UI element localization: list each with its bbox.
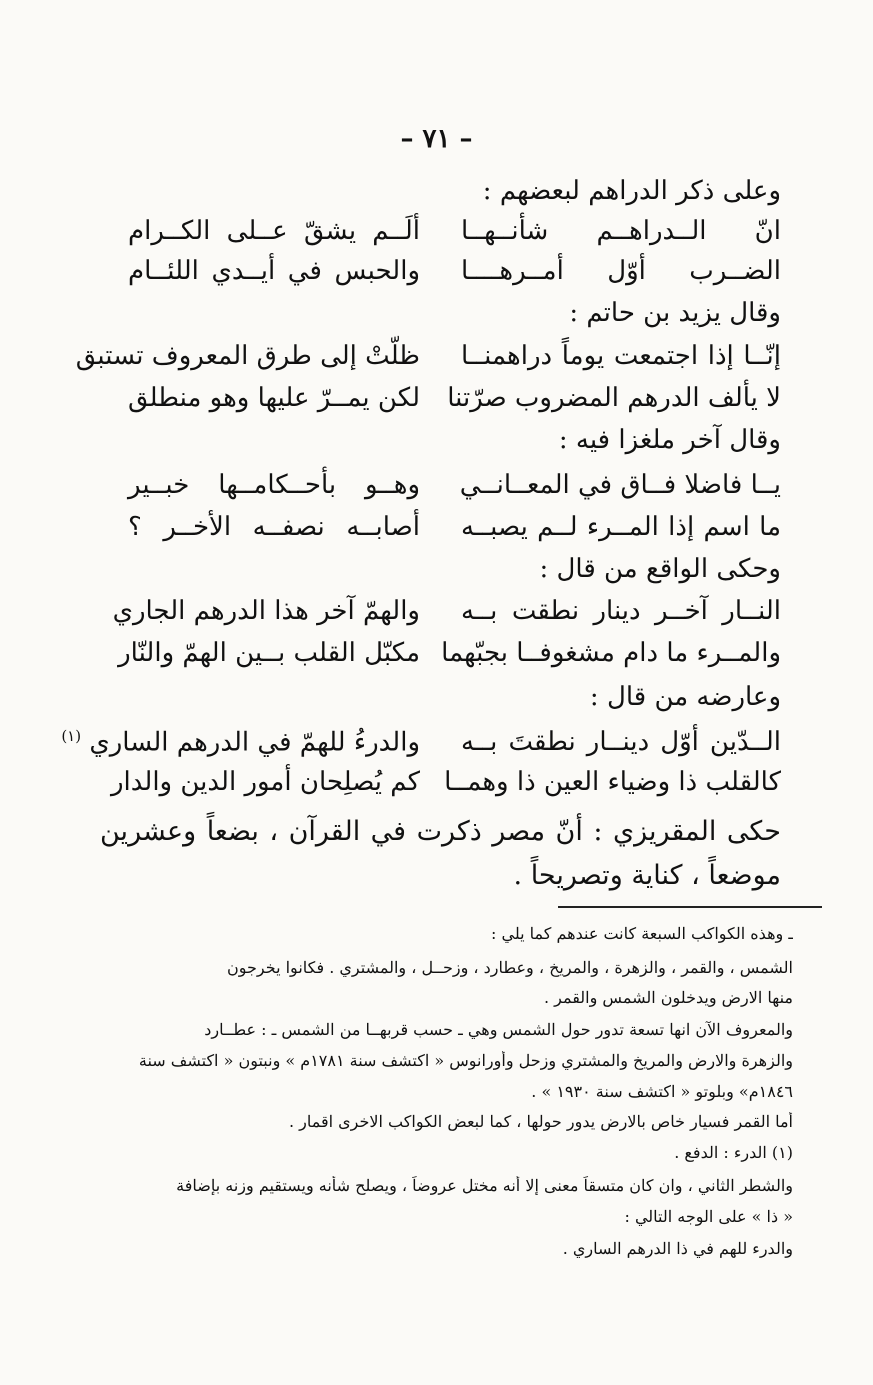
second-hemistich: ألَــم يشقّ عــلى الكــرام <box>128 216 420 246</box>
second-hemistich: لكن يمــرّ عليها وهو منطلق <box>128 383 420 413</box>
intro-line: وقال آخر ملغزا فيه : <box>558 425 781 455</box>
verse-line <box>120 638 781 678</box>
footnote-line: منها الارض ويدخلون الشمس والقمر . <box>543 988 793 1007</box>
first-hemistich: النــار آخــر دينار نطقت بــه <box>461 596 781 626</box>
second-hemistich: أصابــه نصفــه الأخــر ؟ <box>128 512 420 542</box>
second-hemistich: مكبّل القلب بــين الهمّ والنّار <box>118 638 420 668</box>
second-hemistich: والحبس في أيــدي اللئــام <box>128 256 420 286</box>
footnote-line: أما القمر فسيار خاص بالارض يدور حولها ، كما لبعض الكواكب الاخرى اقمار . <box>288 1112 793 1131</box>
intro-line: وعلى ذكر الدراهم لبعضهم : <box>482 176 781 206</box>
verse-line <box>120 470 781 510</box>
intro-line: وقال يزيد بن حاتم : <box>569 298 781 328</box>
second-hemistich: وهــو بأحــكامــها خبــير <box>128 470 420 500</box>
first-hemistich: ما اسم إذا المــرء لــم يصبــه <box>461 512 781 542</box>
verse-line <box>61 727 781 767</box>
first-hemistich: يــا فاضلا فــاق في المعــانــي <box>459 470 781 500</box>
footnote-divider <box>558 906 822 908</box>
footnote-line: « ذا » على الوجه التالي : <box>624 1207 793 1226</box>
footnote-reference: (١) <box>61 727 82 745</box>
page-number: – ٧١ – <box>400 124 473 154</box>
second-hemistich <box>61 727 420 758</box>
footnote-line: الشمس ، والقمر ، والزهرة ، والمريخ ، وعطارد ، وزحــل ، والمشتري . فكانوا يخرجون <box>227 958 793 977</box>
first-hemistich: الــدّين أوّل دينــار نطقتَ بــه <box>461 727 781 757</box>
footnote-line: ١٨٤٦م» وبلوتو « اكتشف سنة ١٩٣٠ » . <box>531 1082 793 1101</box>
verse-line <box>110 767 781 807</box>
first-hemistich: الضــرب أوّل أمــرهــــا <box>461 256 781 286</box>
prose-paragraph: حكى المقريزي : أنّ مصر ذكرت في القرآن ، بضعاً وعشرين موضعاً ، كناية وتصريحاً . <box>100 816 781 891</box>
first-hemistich: إنّــا إذا اجتمعت يوماً دراهمنــا <box>461 341 781 371</box>
verse-line <box>112 596 781 636</box>
footnote-line: والدرء للهم في ذا الدرهم الساري . <box>562 1239 793 1258</box>
footnote-line: والزهرة والارض والمريخ والمشتري وزحل وأورانوس « اكتشف سنة ١٧٨١م » ونبتون « اكتشف سنة <box>138 1051 793 1070</box>
verse-line <box>120 256 781 296</box>
first-hemistich: كالقلب ذا وضياء العين ذا وهمــا <box>444 767 781 797</box>
first-hemistich: لا يألف الدرهم المضروب صرّتنا <box>447 383 781 413</box>
footnote-line: (١) الدرء : الدفع . <box>674 1143 793 1162</box>
intro-line: وعارضه من قال : <box>589 682 781 712</box>
second-hemistich: كم يُصلِحان أمور الدين والدار <box>110 767 420 797</box>
footnote-line: والمعروف الآن انها تسعة تدور حول الشمس وهي ـ حسب قربهــا من الشمس ـ : عطــارد <box>204 1020 793 1039</box>
verse-line <box>120 512 781 552</box>
verse-line <box>120 216 781 256</box>
second-hemistich: ظلّتْ إلى طرق المعروف تستبق <box>75 341 420 371</box>
verse-line <box>120 383 781 423</box>
verse-line <box>75 341 781 381</box>
second-hemistich: والهمّ آخر هذا الدرهم الجاري <box>112 596 420 626</box>
hemistich-text: والدرءُ للهمّ في الدرهم الساري <box>89 727 420 758</box>
intro-line: وحكى الواقع من قال : <box>539 554 781 584</box>
first-hemistich: انّ الــدراهــم شأنــهــا <box>461 216 781 246</box>
footnote-line: ـ وهذه الكواكب السبعة كانت عندهم كما يلي : <box>491 924 793 943</box>
first-hemistich: والمــرء ما دام مشغوفــا بجبّهما <box>441 638 781 668</box>
footnote-line: والشطر الثاني ، وان كان متسقاً معنى إلا أنه مختل عروضاً ، ويصلح شأنه ويستقيم وزنه بإضافة <box>176 1176 793 1195</box>
